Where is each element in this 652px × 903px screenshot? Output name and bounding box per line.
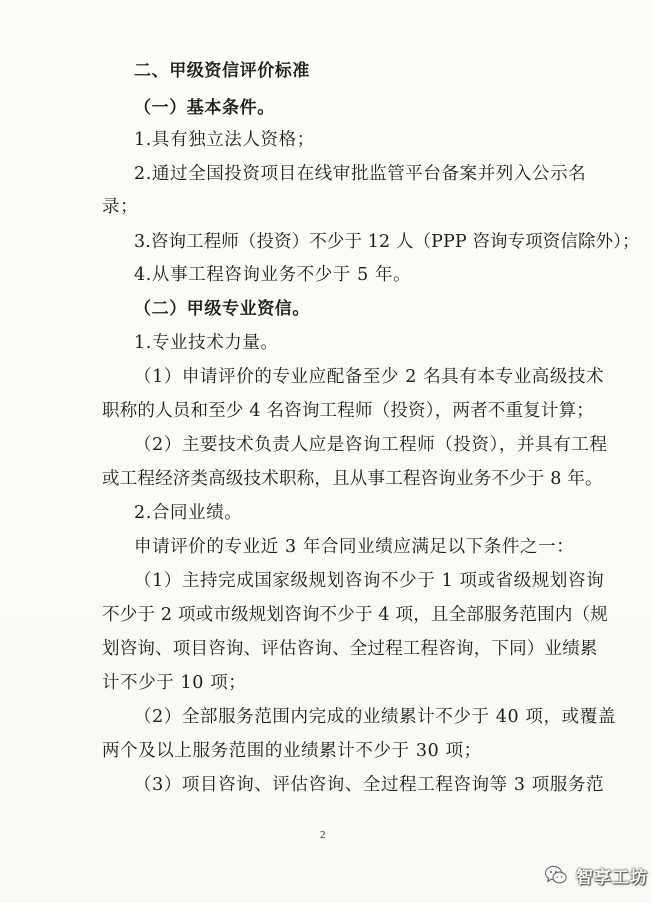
basic-item-3: 3.咨询工程师（投资）不少于 12 人（PPP 咨询专项资信除外）； bbox=[134, 232, 640, 252]
performance-heading: 2.合同业绩。 bbox=[134, 503, 243, 523]
performance-c1-line-2: 不少于 2 项或市级规划咨询不少于 4 项，且全部服务范围内（规 bbox=[102, 605, 608, 625]
tech-heading: 1.专业技术力量。 bbox=[134, 333, 279, 353]
subsection-grade-a-title: （二）甲级专业资信。 bbox=[134, 299, 310, 319]
tech-p2-line-1: （2）主要技术负责人应是咨询工程师（投资），并具有工程 bbox=[134, 435, 608, 455]
performance-c2-line-2: 两个及以上服务范围的业绩累计不少于 30 项； bbox=[102, 741, 482, 761]
performance-c1-line-3: 划咨询、项目咨询、评估咨询、全过程工程咨询，下同）业绩累 bbox=[102, 639, 598, 659]
performance-c1-line-4: 计不少于 10 项； bbox=[102, 673, 247, 693]
watermark bbox=[544, 863, 648, 887]
performance-c3-line-1: （3）项目咨询、评估咨询、全过程工程咨询等 3 项服务范 bbox=[134, 775, 605, 795]
basic-item-1: 1.具有独立法人资格； bbox=[134, 130, 315, 150]
basic-item-4: 4.从事工程咨询业务不少于 5 年。 bbox=[134, 265, 412, 285]
performance-c1-line-1: （1）主持完成国家级规划咨询不少于 1 项或省级规划咨询 bbox=[134, 571, 605, 591]
performance-c2-line-1: （2）全部服务范围内完成的业绩累计不少于 40 项，或覆盖 bbox=[134, 707, 616, 727]
tech-p2-line-2: 或工程经济类高级技术职称，且从事工程咨询业务不少于 8 年。 bbox=[102, 469, 603, 489]
wechat-icon bbox=[544, 863, 568, 887]
page-number: 2 bbox=[320, 829, 326, 841]
performance-intro: 申请评价的专业近 3 年合同业绩应满足以下条件之一： bbox=[134, 537, 575, 557]
basic-item-2-line-1: 2.通过全国投资项目在线审批监管平台备案并列入公示名 bbox=[134, 164, 587, 184]
subsection-basic-title: （一）基本条件。 bbox=[134, 98, 275, 118]
watermark-text: 智享工坊 bbox=[576, 867, 648, 888]
tech-p1-line-2: 职称的人员和至少 4 名咨询工程师（投资），两者不重复计算； bbox=[102, 401, 595, 421]
basic-item-2-line-2: 录； bbox=[102, 197, 139, 217]
section-title: 二、甲级资信评价标准 bbox=[134, 61, 310, 81]
tech-p1-line-1: （1）申请评价的专业应配备至少 2 名具有本专业高级技术 bbox=[134, 367, 605, 387]
